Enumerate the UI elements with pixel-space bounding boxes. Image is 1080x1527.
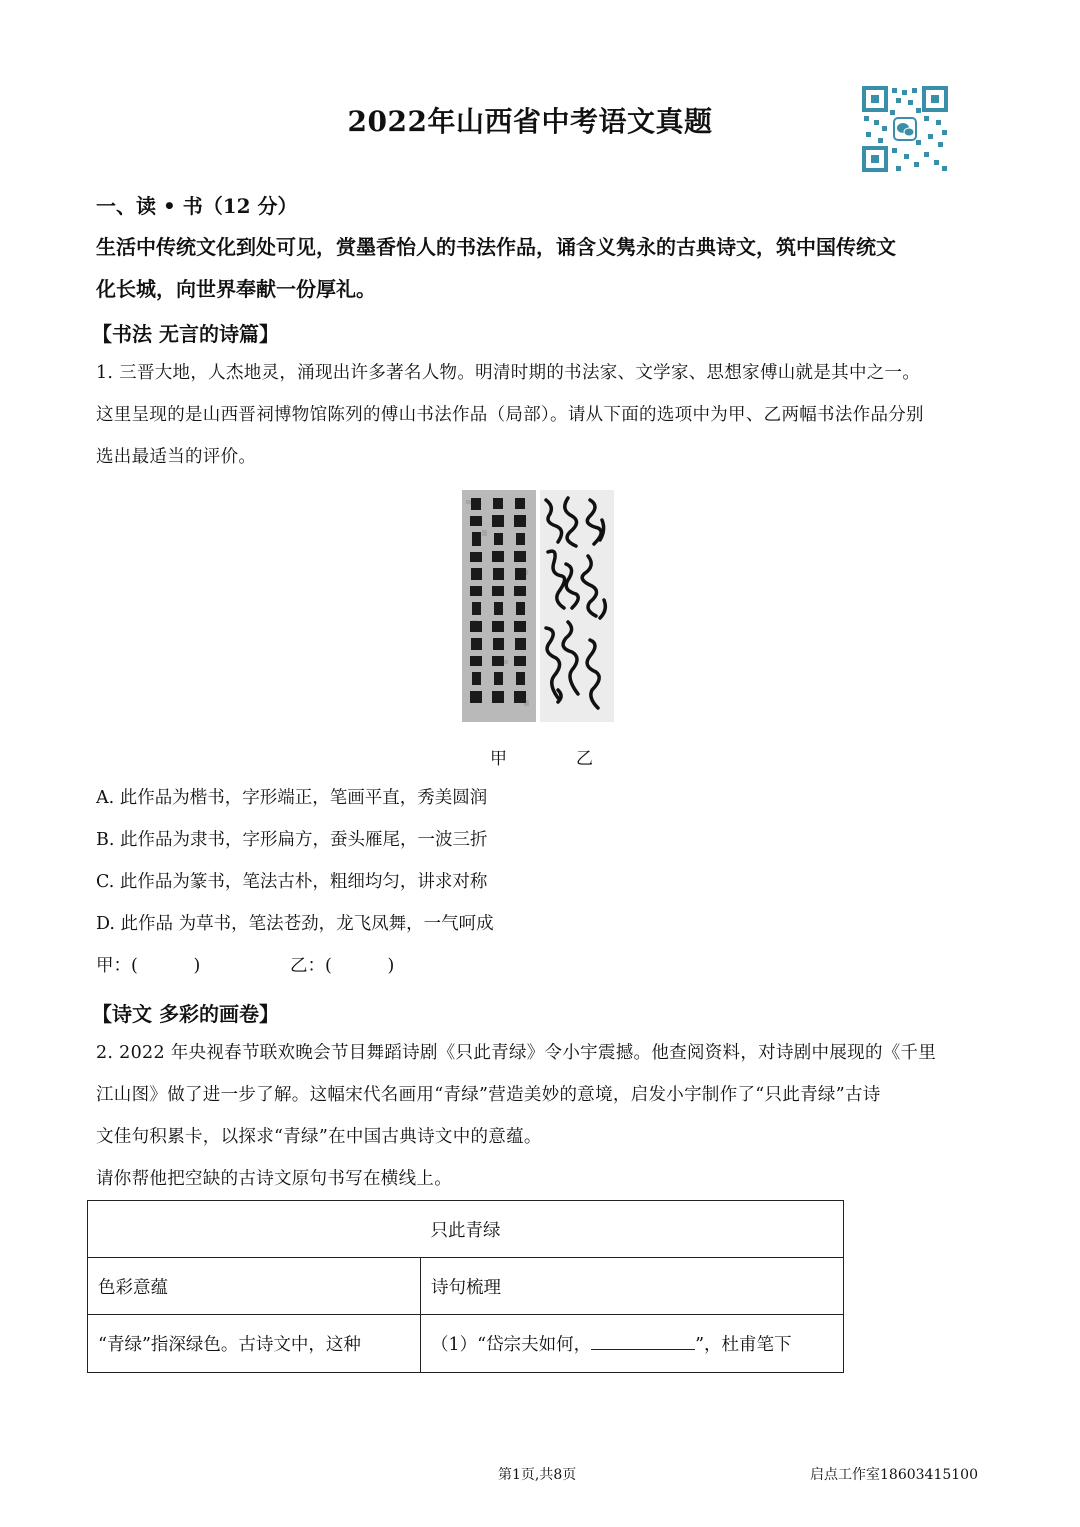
q1-line-3: 选出最适当的评价。 (96, 447, 257, 467)
verse-suffix: ”，杜甫笔下 (695, 1335, 792, 1355)
q2-line-2: 江山图》做了进一步了解。这幅宋代名画用“青绿”营造美妙的意境，启发小宇制作了“只此青绿”古诗 (96, 1085, 881, 1105)
q2-line-1: 2. 2022 年央视春节联欢晚会节目舞蹈诗剧《只此青绿》令小宇震撼。他查阅资料，对诗剧中展现的《千里 (96, 1043, 937, 1063)
answer-b-blank: 乙：( ) (290, 956, 395, 976)
verse-prefix: （1）“岱宗夫如何， (431, 1335, 592, 1355)
fill-in-blank[interactable] (591, 1331, 695, 1350)
poetry-table (87, 1200, 844, 1373)
studio-contact: 启点工作室18603415100 (810, 1467, 978, 1483)
table-cell-meaning: “青绿”指深绿色。古诗文中，这种 (88, 1315, 421, 1373)
caption-b: 乙 (576, 749, 593, 769)
calligraphy-image (462, 490, 614, 722)
section-heading-1: 一、读 • 书（12 分） (96, 194, 298, 218)
q1-line-2: 这里呈现的是山西晋祠博物馆陈列的傅山书法作品（局部）。请从下面的选项中为甲、乙两幅书法作品分别 (96, 405, 924, 425)
option-c: C. 此作品为篆书，笔法古朴，粗细均匀，讲求对称 (96, 872, 488, 892)
page-number: 第1页,共8页 (498, 1467, 577, 1483)
answer-a-blank: 甲：( ) (96, 956, 201, 976)
option-d: D. 此作品 为草书，笔法苍劲，龙飞凤舞，一气呵成 (96, 914, 494, 934)
q2-line-3: 文佳句积累卡，以探求“青绿”在中国古典诗文中的意蕴。 (96, 1127, 542, 1147)
option-a: A. 此作品为楷书，字形端正，笔画平直，秀美圆润 (96, 788, 488, 808)
option-b: B. 此作品为隶书，字形扁方，蚕头雁尾，一波三折 (96, 830, 488, 850)
table-cell-verse (421, 1315, 844, 1373)
intro-line-1: 生活中传统文化到处可见，赏墨香怡人的书法作品，诵含义隽永的古典诗文，筑中国传统文 (96, 235, 896, 259)
q1-line-1: 1. 三晋大地，人杰地灵，涌现出许多著名人物。明清时期的书法家、文学家、思想家傅山就是其中之一。 (96, 363, 921, 383)
q2-line-4: 请你帮他把空缺的古诗文原句书写在横线上。 (96, 1169, 452, 1189)
caption-a: 甲 (490, 749, 507, 769)
intro-line-2: 化长城，向世界奉献一份厚礼。 (96, 277, 376, 301)
table-col-header-verses: 诗句梳理 (421, 1258, 844, 1315)
table-header: 只此青绿 (88, 1201, 844, 1258)
table-col-header-meaning: 色彩意蕴 (88, 1258, 421, 1315)
qr-code-image (860, 84, 950, 174)
page-title: 2022年山西省中考语文真题 (347, 105, 713, 138)
subheading-calligraphy: 【书法 无言的诗篇】 (92, 322, 279, 346)
subheading-poetry: 【诗文 多彩的画卷】 (92, 1002, 279, 1026)
